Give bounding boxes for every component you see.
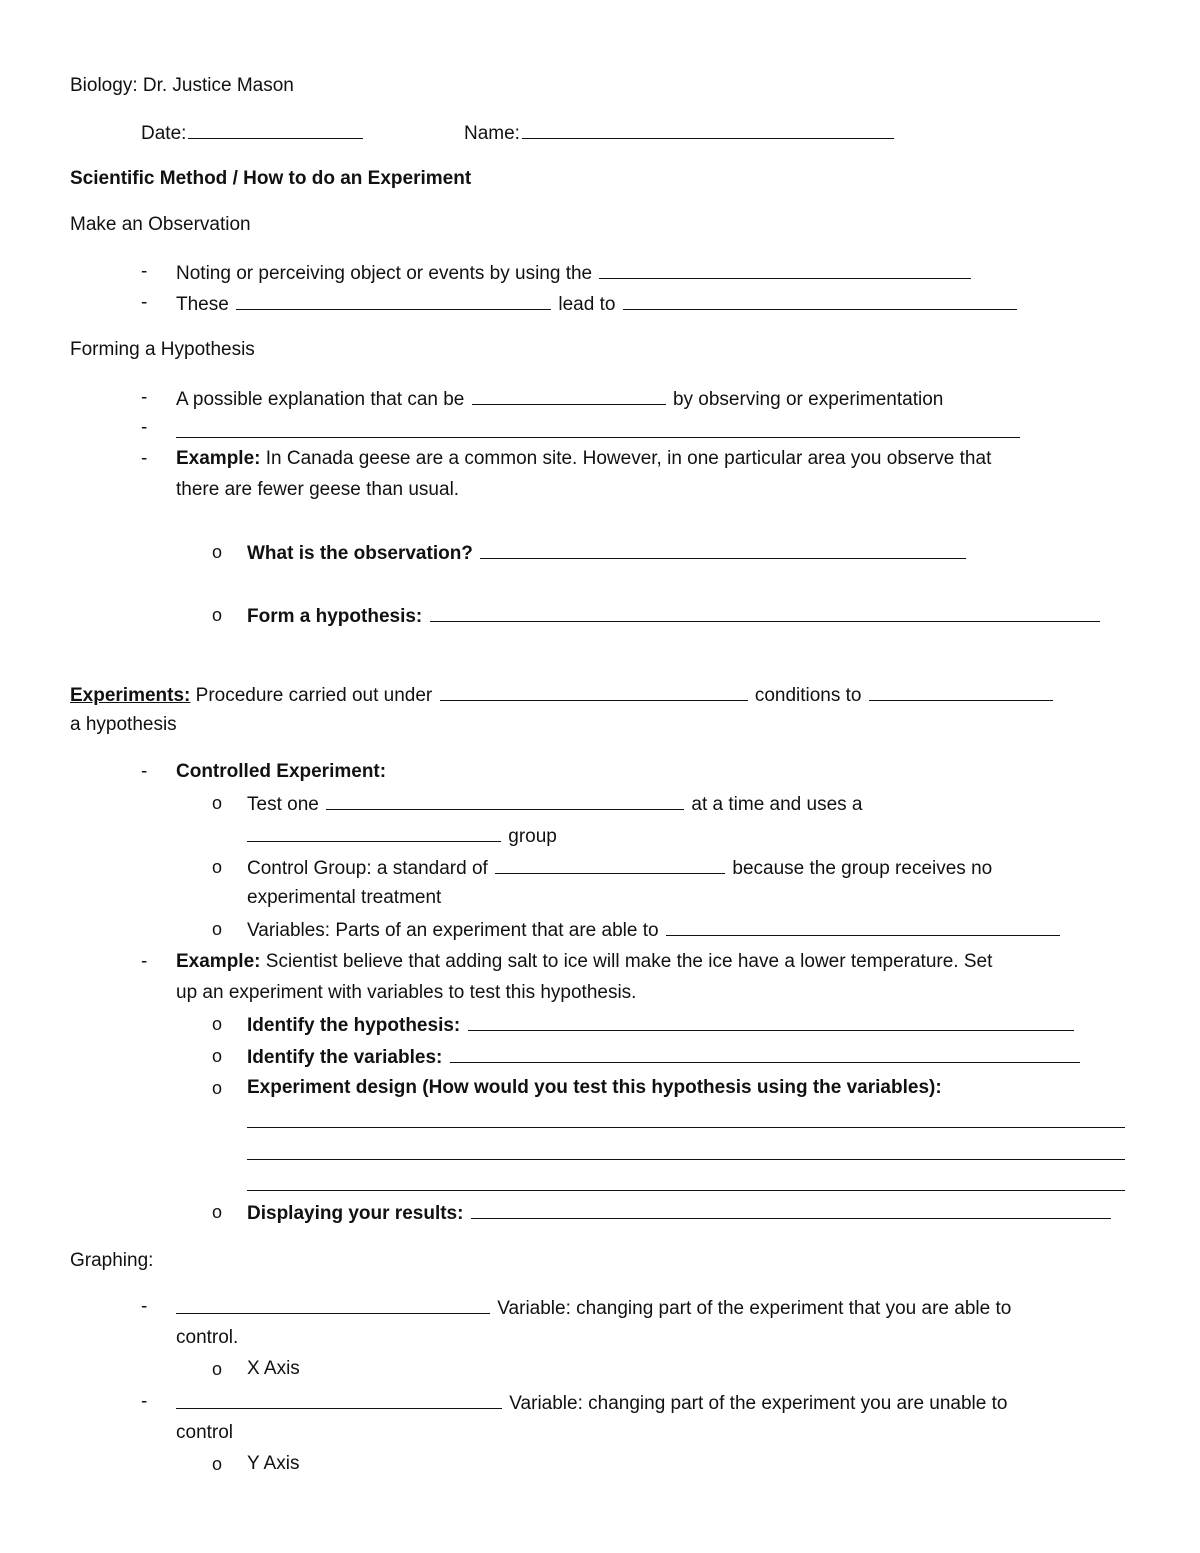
hypothesis-example-line-1: Example: In Canada geese are a common site. However, in one particular area you observe that xyxy=(176,448,992,469)
name-label: Name: xyxy=(464,123,520,144)
name-field[interactable] xyxy=(522,120,894,139)
displaying-results-question: Displaying your results: xyxy=(247,1200,1113,1224)
tested-blank[interactable] xyxy=(472,386,666,405)
date-label: Date: xyxy=(141,123,187,144)
salt-example-line-2: up an experiment with variables to test this hypothesis. xyxy=(176,982,637,1003)
graphing-heading: Graphing: xyxy=(70,1250,154,1271)
lead-to-blank[interactable] xyxy=(623,291,1017,310)
controlled-conditions-blank[interactable] xyxy=(440,682,748,701)
form-hypothesis-question: Form a hypothesis: xyxy=(247,603,1102,627)
dash-bullet: - xyxy=(141,387,148,408)
dash-bullet: - xyxy=(141,951,148,972)
salt-example-line-1: Example: Scientist believe that adding salt to ice will make the ice have a lower temperature. Set xyxy=(176,951,993,972)
circle-bullet: o xyxy=(212,1046,223,1066)
x-axis-label: X Axis xyxy=(247,1358,300,1379)
hypothesis-blank-line[interactable] xyxy=(176,437,1020,438)
dash-bullet: - xyxy=(141,1296,148,1317)
dependent-variable-line: Variable: changing part of the experiment you are unable to xyxy=(176,1390,1007,1414)
dash-bullet: - xyxy=(141,761,148,782)
circle-bullet: o xyxy=(212,1202,223,1222)
identify-hypothesis-question: Identify the hypothesis: xyxy=(247,1012,1076,1036)
date-row xyxy=(141,120,365,144)
test-one-line: Test one at a time and uses a xyxy=(247,791,863,815)
independent-variable-line-cont: control. xyxy=(176,1327,239,1348)
observation-item-2: These lead to xyxy=(176,291,1019,315)
dependent-variable-blank[interactable] xyxy=(176,1390,502,1409)
identify-variables-question: Identify the variables: xyxy=(247,1044,1082,1068)
circle-bullet: o xyxy=(212,857,223,877)
comparison-blank[interactable] xyxy=(495,855,725,874)
dash-bullet: - xyxy=(141,417,148,438)
dependent-variable-line-cont: control xyxy=(176,1422,234,1443)
control-group-line: Control Group: a standard of because the group receives no xyxy=(247,855,992,879)
circle-bullet: o xyxy=(212,1359,223,1379)
circle-bullet: o xyxy=(212,1078,223,1098)
variable-blank[interactable] xyxy=(326,791,684,810)
circle-bullet: o xyxy=(212,1014,223,1034)
design-answer-line-1[interactable] xyxy=(247,1127,1125,1128)
hypothesis-example-line-2: there are fewer geese than usual. xyxy=(176,479,460,500)
control-group-blank[interactable] xyxy=(247,823,501,842)
hypothesis-answer-blank[interactable] xyxy=(430,603,1100,622)
test-one-line-cont: group xyxy=(247,823,557,847)
dash-bullet: - xyxy=(141,1391,148,1412)
independent-variable-line: Variable: changing part of the experiment that you are able to xyxy=(176,1295,1011,1319)
circle-bullet: o xyxy=(212,542,223,562)
circle-bullet: o xyxy=(212,919,223,939)
circle-bullet: o xyxy=(212,605,223,625)
observation-question: What is the observation? xyxy=(247,540,968,564)
design-answer-line-2[interactable] xyxy=(247,1159,1125,1160)
observation-answer-blank[interactable] xyxy=(480,540,966,559)
experiments-definition: Experiments: Procedure carried out under conditions to xyxy=(70,682,1055,706)
change-blank[interactable] xyxy=(666,917,1060,936)
dash-bullet: - xyxy=(141,292,148,313)
observation-item-1: Noting or perceiving object or events by using the xyxy=(176,260,973,284)
y-axis-label: Y Axis xyxy=(247,1453,300,1474)
control-group-line-cont: experimental treatment xyxy=(247,887,442,908)
circle-bullet: o xyxy=(212,1454,223,1474)
test-blank[interactable] xyxy=(869,682,1053,701)
identify-variables-blank[interactable] xyxy=(450,1044,1080,1063)
hypothesis-heading: Forming a Hypothesis xyxy=(70,339,255,360)
hypothesis-item-1: A possible explanation that can be by observing or experimentation xyxy=(176,386,943,410)
observation-heading: Make an Observation xyxy=(70,214,251,235)
circle-bullet: o xyxy=(212,793,223,813)
experiment-design-question: Experiment design (How would you test this hypothesis using the variables): xyxy=(247,1077,942,1098)
variables-line: Variables: Parts of an experiment that are able to xyxy=(247,917,1062,941)
experiments-definition-cont: a hypothesis xyxy=(70,714,177,735)
name-row xyxy=(464,120,896,144)
independent-variable-blank[interactable] xyxy=(176,1295,490,1314)
dash-bullet: - xyxy=(141,261,148,282)
design-answer-line-3[interactable] xyxy=(247,1190,1125,1191)
page-title: Scientific Method / How to do an Experiment xyxy=(70,168,472,189)
observations-blank[interactable] xyxy=(236,291,551,310)
senses-blank[interactable] xyxy=(599,260,971,279)
identify-hypothesis-blank[interactable] xyxy=(468,1012,1074,1031)
dash-bullet: - xyxy=(141,448,148,469)
displaying-results-blank[interactable] xyxy=(471,1200,1111,1219)
controlled-experiment-label: Controlled Experiment: xyxy=(176,761,387,782)
date-field[interactable] xyxy=(188,120,363,139)
course-header: Biology: Dr. Justice Mason xyxy=(70,75,294,96)
